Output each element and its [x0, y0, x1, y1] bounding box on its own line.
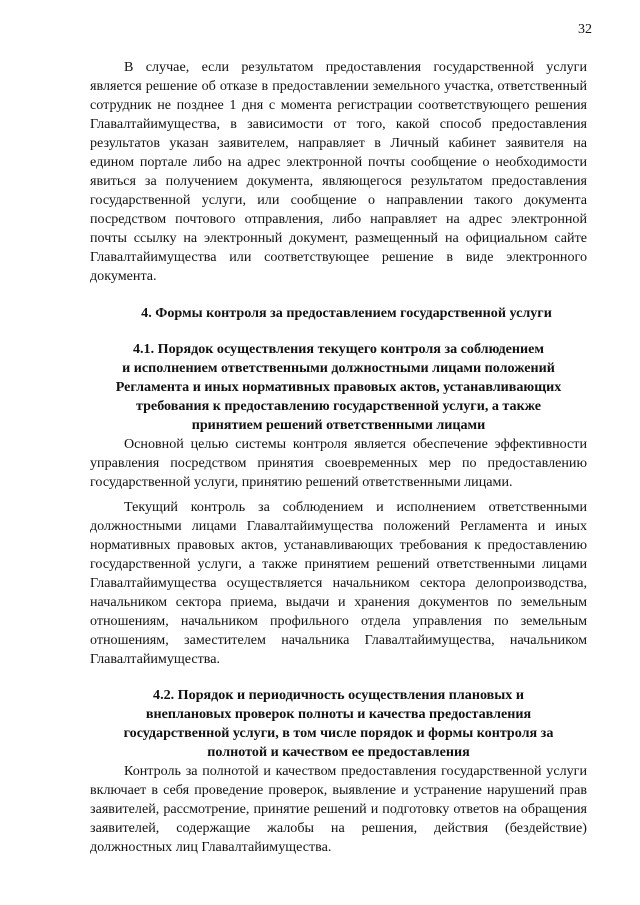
heading-line: государственной услуги, в том числе порядок и формы контроля за — [123, 725, 554, 741]
paragraph-refusal-notification: В случае, если результатом предоставления государственной услуги является решение об отказе в предоставлении земельного участка, ответственный сотрудник не позднее 1 дня с момента регистрации соответствующего решения Главалтайимущества, в зависимости от того, какой способ предоставления результатов указан заявителем, направляет в Личный кабинет заявителя на едином портале либо на адрес электронной почты сообщение о необходимости явиться за получением документа, являющегося результатом предоставления государственной услуги, или сообщение о направлении такого документа посредством почтового отправления, либо направляет на адрес электронной почты ссылку на электронный документ, размещенный на официальном сайте Главалтайимущества или соответствующее решение в виде электронного документа. — [90, 59, 587, 284]
section-heading-4: 4. Формы контроля за предоставлением государственной услуги — [141, 305, 552, 321]
heading-line: принятием решений ответственными лицами — [191, 417, 486, 433]
document-body — [90, 58, 587, 857]
heading-line: 4.1. Порядок осуществления текущего контроля за соблюдением — [132, 341, 545, 357]
heading-line: полнотой и качеством ее предоставления — [207, 744, 470, 760]
heading-line: внеплановых проверок полноты и качества предоставления — [145, 706, 532, 722]
page-number: 32 — [578, 22, 592, 37]
heading-line: 4.2. Порядок и периодичность осуществления плановых и — [153, 687, 524, 703]
paragraph-quality-control: Контроль за полнотой и качеством предоставления государственной услуги включает в себя проведение проверок, выявление и устранение нарушений прав заявителей, рассмотрение, принятие решений и подготовку ответов на обращения заявителей, содержащие жалобы на решения, действия (бездействие) должностных лиц Главалтайимущества. — [90, 763, 587, 855]
heading-line: и исполнением ответственными должностными лицами положений — [122, 360, 555, 376]
heading-line: Регламента и иных нормативных правовых актов, устанавливающих — [115, 379, 562, 395]
paragraph-current-control: Текущий контроль за соблюдением и исполнением ответственными должностными лицами Главалтайимущества положений Регламента и иных нормативных правовых актов, устанавливающих требования к предоставлению государственной услуги, а также принятием решений ответственными лицами Главалтайимущества осуществляется начальником сектора делопроизводства, начальником сектора приема, выдачи и хранения документов по земельным отношениям, начальником профильного отдела управления по земельным отношениям, заместителем начальника Главалтайимущества, начальником Главалтайимущества. — [90, 499, 587, 667]
paragraph-control-goal: Основной целью системы контроля является обеспечение эффективности управления посредством принятия своевременных мер по предоставлению государственной услуги, принятию решений ответственными лицами. — [90, 436, 587, 490]
subsection-heading-4-2 — [90, 686, 587, 762]
subsection-heading-4-1 — [90, 340, 587, 435]
heading-line: требования к предоставлению государственной услуги, а также — [136, 398, 541, 414]
